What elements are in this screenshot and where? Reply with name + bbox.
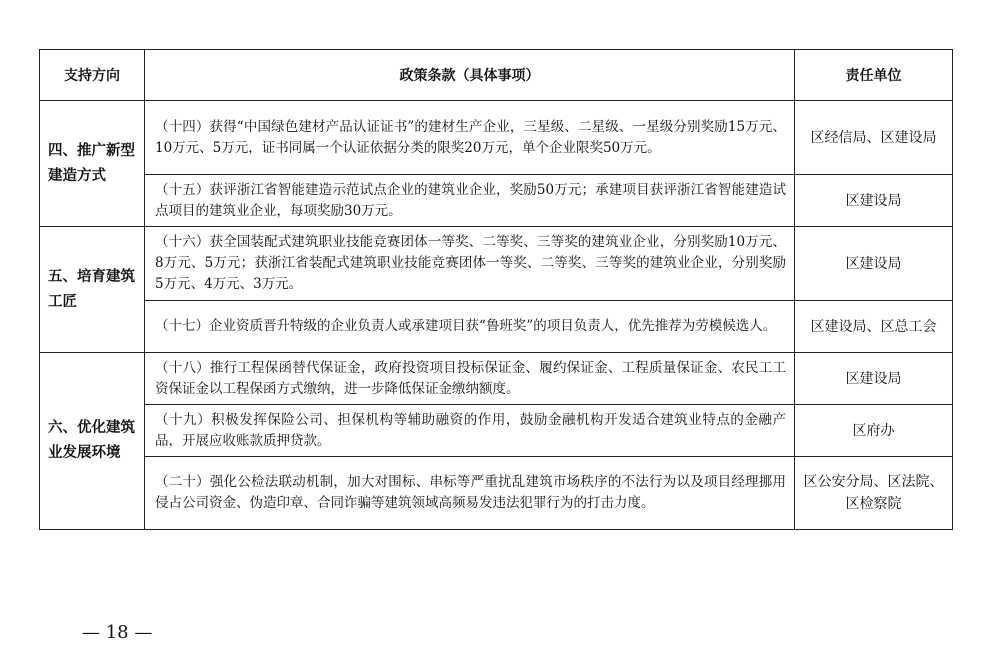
responsible-unit: 区公安分局、区法院、区检察院 (795, 457, 953, 530)
column-header-unit: 责任单位 (795, 50, 953, 101)
table-row (40, 227, 953, 301)
responsible-unit: 区府办 (795, 405, 953, 457)
table-row (40, 457, 953, 530)
support-direction: 五、培育建筑工匠 (40, 227, 145, 353)
responsible-unit: 区建设局 (795, 175, 953, 227)
policy-item: （十五）获评浙江省智能建造示范试点企业的建筑业企业，奖励50万元；承建项目获评浙江省智能建造试点项目的建筑业企业，每项奖励30万元。 (145, 175, 795, 227)
responsible-unit: 区建设局 (795, 227, 953, 301)
support-direction: 六、优化建筑业发展环境 (40, 353, 145, 530)
table-row (40, 101, 953, 175)
responsible-unit: 区建设局 (795, 353, 953, 405)
policy-item: （十六）获全国装配式建筑职业技能竞赛团体一等奖、二等奖、三等奖的建筑业企业，分别奖励10万元、8万元、5万元；获浙江省装配式建筑职业技能竞赛团体一等奖、二等奖、三等奖的建筑业企业，分别奖励5万元、4万元、3万元。 (145, 227, 795, 301)
policy-item: （十七）企业资质晋升特级的企业负责人或承建项目获“鲁班奖”的项目负责人，优先推荐为劳模候选人。 (145, 301, 795, 353)
table-header-row (40, 50, 953, 101)
policy-item: （十九）积极发挥保险公司、担保机构等辅助融资的作用，鼓励金融机构开发适合建筑业特点的金融产品，开展应收账款质押贷款。 (145, 405, 795, 457)
table-row (40, 353, 953, 405)
policy-item: （十八）推行工程保函替代保证金，政府投资项目投标保证金、履约保证金、工程质量保证金、农民工工资保证金以工程保函方式缴纳，进一步降低保证金缴纳额度。 (145, 353, 795, 405)
policy-table (39, 49, 953, 530)
table-row (40, 301, 953, 353)
policy-item: （二十）强化公检法联动机制，加大对围标、串标等严重扰乱建筑市场秩序的不法行为以及项目经理挪用侵占公司资金、伪造印章、合同诈骗等建筑领域高频易发违法犯罪行为的打击力度。 (145, 457, 795, 530)
support-direction: 四、推广新型建造方式 (40, 101, 145, 227)
policy-item: （十四）获得“中国绿色建材产品认证证书”的建材生产企业，三星级、二星级、一星级分别奖励15万元、10万元、5万元，证书同属一个认证依据分类的限奖20万元，单个企业限奖50万元。 (145, 101, 795, 175)
column-header-policy: 政策条款（具体事项） (145, 50, 795, 101)
responsible-unit: 区建设局、区总工会 (795, 301, 953, 353)
column-header-direction: 支持方向 (40, 50, 145, 101)
table-row (40, 175, 953, 227)
page-number: — 18 — (82, 622, 153, 643)
table-row (40, 405, 953, 457)
responsible-unit: 区经信局、区建设局 (795, 101, 953, 175)
